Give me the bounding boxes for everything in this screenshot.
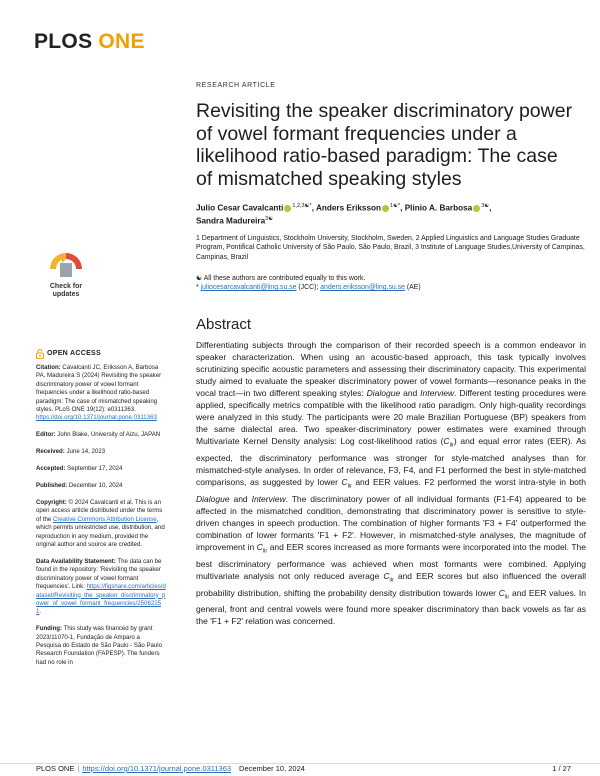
author-sep: , [489, 203, 492, 213]
page-footer [36, 764, 571, 773]
email-link-2[interactable]: anders.eriksson@ling.su.se [320, 284, 405, 292]
page-number: 1 / 27 [552, 764, 571, 773]
affiliations: 1 Department of Linguistics, Stockholm University, Stockholm, Sweden, 2 Applied Linguistics and Language Studies Graduate Program, Pontifical Catholic University of São Paulo, São Paulo, Brazil, 3 Institute of Language Studies,University of Campinas, Campinas, Brazil [196, 235, 585, 261]
check-for-updates-label[interactable] [36, 283, 96, 299]
citation-doi-link[interactable]: https://doi.org/10.1371/journal.pone.0311363 [36, 414, 157, 422]
author-name: Anders Eriksson [315, 203, 382, 213]
cllr-symbol: C [341, 477, 348, 488]
abstract-text: ) and equal error rates (EER). As expected, the discriminatory performance was stronger for style-matched analyses than for mismatched-style analyses. In order of relevance, F3, F4, and F1 performed the best in style-matched comparisons, as suggested by lower [196, 436, 586, 488]
email-prefix: * [196, 284, 201, 292]
email-role-1: (JCC); [296, 284, 321, 292]
abstract-heading: Abstract [196, 316, 252, 333]
abstract-term: Dialogue [366, 388, 401, 399]
orcid-icon[interactable] [284, 205, 291, 212]
data-repository-link[interactable]: https://figshare.com/articles/dataset/Revisiting_the_speaker_discriminatory_power_of_vowel_formant_frequencies/25062251 [36, 583, 166, 616]
funding-label: Funding: [36, 625, 63, 633]
published-date [36, 482, 166, 490]
citation-label: Citation: [36, 364, 61, 371]
abstract-text: Differentiating subjects through the comparison of their recorded speech is a common endeavor in speaker characterization. When using an acoustic-based approach, this task typically involves scrutinizing specific acoustic parameters and assessing their discriminatory capacity. This experimental study aimed to evaluate the speaker discriminatory power of vowel formants—resonance peaks in the vocal tract—in two different speaking styles: [196, 340, 586, 399]
author-list [196, 201, 586, 227]
accepted-label: Accepted: [36, 465, 66, 473]
orcid-icon[interactable] [473, 205, 480, 212]
abstract-text: . Different testing procedures were applied, specifically metrics compatible with the likelihood ratio paradigm. Only high-quality recordings were analyzed in this study. The participants were 20 male Brazilian Portuguese (BP) speakers from the same dialectal area. Two speaker-discriminatory power estimates were examined through Multivariate Kernel Density analysis: Log cost-likelihood ratios ( [196, 388, 586, 447]
abstract-term: Interview [420, 388, 455, 399]
cllr-subscript: llr [347, 483, 352, 490]
author-name: Plinio A. Barbosa [404, 203, 473, 213]
funding [36, 625, 166, 667]
abstract-text: and [229, 493, 252, 504]
citation-text: Cavalcanti JC, Eriksson A, Barbosa PA, Madureira S (2024) Revisiting the speaker discriminatory power of vowel formant frequencies under a likelihood ratio-based paradigm: The case of mismatched speaking styles. PLoS ONE 19(12): e0311363. [36, 364, 162, 414]
author-sup: 3☯ [265, 216, 274, 223]
equal-contribution-note: ☯ All these authors are contributed equally to this work. [196, 275, 366, 282]
cllr-subscript: llr [449, 443, 454, 450]
abstract-term: Dialogue [196, 493, 230, 504]
author-name: Sandra Madureira [196, 216, 266, 226]
copyright [36, 499, 166, 549]
cllr-subscript: llr [262, 548, 268, 555]
copyright-text-end: , which permits unrestricted use, distribution, and reproduction in any medium, provided the original author and source are credited. [36, 515, 165, 548]
data-availability [36, 558, 166, 617]
author-sep: , [311, 203, 316, 213]
cllr-symbol: C [443, 436, 450, 447]
editor-label: Editor: [36, 431, 56, 439]
abstract-text: and EER values. F2 performed the worst intra-style in both [351, 477, 586, 488]
check-label-line1: Check for [49, 283, 83, 290]
open-access-badge[interactable] [36, 349, 166, 359]
abstract-term: Interview [251, 493, 286, 504]
author-sup: 3☯ [481, 203, 490, 209]
footer-journal: PLOS ONE [36, 764, 75, 773]
citation [36, 364, 166, 423]
footer-separator: | [77, 764, 80, 773]
journal-logo-part2: ONE [98, 30, 145, 53]
orcid-icon[interactable] [382, 205, 389, 212]
data-text-end: . [39, 608, 42, 616]
open-lock-icon [36, 349, 44, 359]
author-name: Julio Cesar Cavalcanti [196, 203, 284, 213]
copyright-text: © 2024 Cavalcanti et al. This is an open access article distributed under the terms of the [36, 498, 163, 523]
contribution-notes [196, 274, 586, 293]
journal-logo[interactable] [34, 30, 145, 54]
article-title: Revisiting the speaker discriminatory power of vowel formant frequencies under a likelihood ratio-based paradigm: The case of mismatched speaking styles [196, 100, 573, 190]
editor-text: John Blake, University of Aizu, JAPAN [55, 431, 161, 439]
funding-text: This study was financed by grant 2023/11070-1, Fundação de Amparo a Pesquisa do Estado de São Paulo - São Paulo Research Foundation (FAPESP). The funders had no role in [36, 625, 163, 666]
editor [36, 431, 166, 439]
open-access-label: OPEN ACCESS [47, 349, 101, 357]
abstract-text: and EER scores increased as more formants were incorporated into the model. The best discriminatory performance was achieved when most formants were combined. Applying multivariate analysis not only reduced average [196, 542, 586, 581]
received-text: June 14, 2023 [64, 448, 106, 456]
author-sep: , [400, 203, 405, 213]
received-date [36, 448, 166, 456]
received-label: Received: [36, 448, 65, 456]
email-link-1[interactable]: juliocesarcavalcanti@ling.su.se [200, 284, 297, 292]
abstract-text: and [400, 388, 421, 399]
correspondence-emails [196, 283, 586, 292]
published-text: December 10, 2024 [67, 482, 123, 490]
check-label-line2: updates [52, 291, 80, 298]
license-link[interactable]: Creative Commons Attribution License [52, 515, 157, 523]
published-label: Published: [36, 482, 68, 490]
article-info-sidebar [36, 349, 166, 676]
accepted-date [36, 465, 166, 473]
email-role-2: (AE) [404, 284, 421, 292]
data-text: The data can be found in the repository: 'Revisiting the speaker discriminatory power of vowel formant frequencies'. Link: [36, 557, 162, 591]
abstract-body [196, 339, 586, 627]
abstract-text: and EER values. In general, front and central vowels were found more speaker discriminatory than back vowels as far as the 'F1 + F2' relation was concerned. [196, 587, 586, 627]
journal-logo-part1: PLOS [34, 30, 93, 53]
cllr-symbol: C [383, 570, 390, 581]
author-sup: 1☯* [390, 203, 401, 209]
cllr-symbol: C [498, 587, 505, 598]
footer-doi-link[interactable]: https://doi.org/10.1371/journal.pone.0311363 [82, 764, 232, 773]
cllr-subscript: llr [389, 577, 394, 584]
data-label: Data Availability Statement: [36, 557, 116, 565]
cllr-symbol: C [256, 542, 263, 553]
article-type: RESEARCH ARTICLE [196, 82, 276, 89]
accepted-text: September 17, 2024 [65, 465, 123, 473]
abstract-text: . The discriminatory power of all individual formants (F1-F4) appeared to be affected in the mismatched condition, demonstrating that discriminatory power is sensitive to style-driven changes in speech production. The combination of higher formants 'F3 + F4' outperformed the combination of lower formants 'F1 + F2'. However, in mismatched-style analyses, the magnitude of improvement in [196, 493, 586, 553]
abstract-text: and EER scores but also influenced the overall probability distribution, shifting the probability density distribution towards lower [196, 570, 586, 598]
footer-date: December 10, 2024 [239, 764, 305, 773]
cllr-subscript: llr [504, 594, 510, 601]
copyright-label: Copyright: [36, 498, 67, 506]
author-sup: 1,2,3☯* [292, 203, 312, 209]
